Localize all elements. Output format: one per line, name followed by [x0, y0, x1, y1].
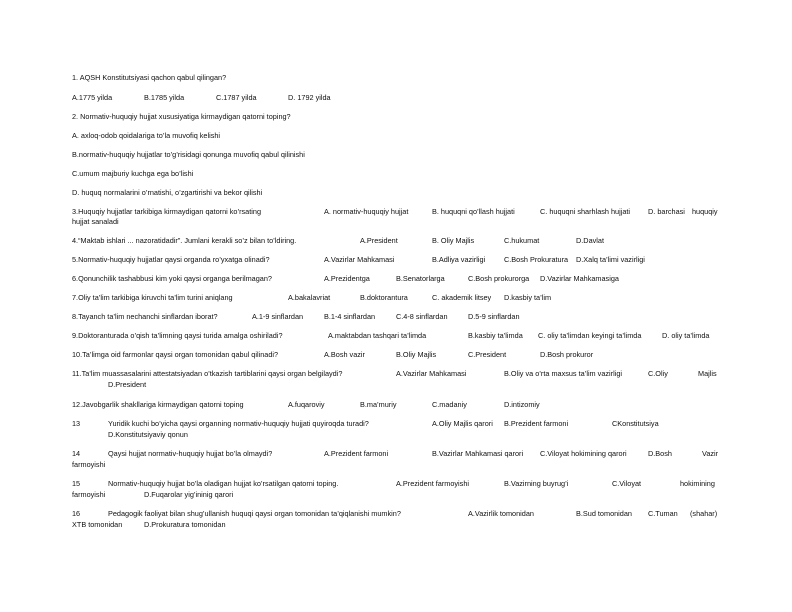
option-a: A.Bosh vazir [324, 350, 365, 359]
option-c: C.Viloyat hokimining qarori [540, 449, 627, 458]
option-d: D.kasbiy ta’lim [504, 293, 552, 302]
option-b: B.Vazirlar Mahkamasi qarori [432, 449, 524, 458]
option-c: C.madaniy [432, 400, 467, 409]
option-b: B. Oliy Majlis [432, 236, 475, 245]
option-c: C. huquqni sharhlash hujjati [540, 207, 631, 216]
option-a: A.President [360, 236, 398, 245]
option-b: B. huquqni qo’llash hujjati [432, 207, 515, 216]
option-a: A.Prezident farmoyishi [396, 479, 469, 488]
question-text: Pedagogik faoliyat bilan shug’ullanish huquqi qaysi organ tomonidan ta’qiqlanishi mumkin? [108, 509, 401, 518]
option-a: A.Prezidentga [324, 274, 370, 283]
option-c: C.Bosh Prokuratura [504, 255, 569, 264]
option-d: D. 1792 yilda [288, 93, 331, 102]
option-b: B.Vazirning buyrug’i [504, 479, 569, 488]
option-b: B.Oliy Majlis [396, 350, 437, 359]
option-c: C.Oliy [648, 369, 668, 378]
question-text: Normativ-huquqiy hujjat bo’la oladigan hujjat ko’rsatilgan qatorni toping. [108, 479, 339, 488]
question-text: Qaysi hujjat normativ-huquqiy hujjat bo’la olmaydi? [108, 449, 273, 458]
question-number: 14 [72, 449, 81, 458]
option-a: A.maktabdan tashqari ta’limda [328, 331, 427, 340]
option-a: A.1-9 sinflardan [252, 312, 304, 321]
option-b: B.1785 yilda [144, 93, 185, 102]
option-a: A. axloq-odob qoidalariga to’la muvofiq kelishi [72, 131, 221, 140]
option-b: B.1-4 sinflardan [324, 312, 376, 321]
option-a: A.Vazirlik tomonidan [468, 509, 534, 518]
question-text: Yuridik kuchi bo’yicha qaysi organning normativ-huquqiy hujjati quyiroqda turadi? [108, 419, 369, 428]
question-number: 13 [72, 419, 81, 428]
option-d: D. oliy ta’limda [662, 331, 710, 340]
option-d-cont: Vazir [702, 449, 719, 458]
option-c: C.Viloyat [612, 479, 642, 488]
option-a: A.bakalavriat [288, 293, 331, 302]
question-text: 10.Ta’limga oid farmonlar qaysi organ tomonidan qabul qilinadi? [72, 350, 279, 359]
question-text: 4.“Maktab ishlari ... nazoratidadir”. Jumlani kerakli so’z bilan to’ldiring. [72, 236, 297, 245]
option-b: B.Senatorlarga [396, 274, 445, 283]
option-c-cont: hokimining [680, 479, 715, 488]
continuation-text: farmoyishi [72, 490, 106, 499]
option-c: C. oliy ta’limdan keyingi ta’limda [538, 331, 642, 340]
option-c: C.President [468, 350, 507, 359]
option-c: C.1787 yilda [216, 93, 257, 102]
option-b: B.Oliy va o’rta maxsus ta’lim vazirligi [504, 369, 622, 378]
question-text: 12.Javobgarlik shakllariga kirmaydigan qatorni toping [72, 400, 244, 409]
option-a: A.1775 yilda [72, 93, 113, 102]
question-text: 9.Doktoranturada o’qish ta’limning qaysi turida amalga oshiriladi? [72, 331, 283, 340]
option-b: B.Adliya vazirligi [432, 255, 486, 264]
option-a: A. normativ-huquqiy hujjat [324, 207, 409, 216]
option-c: C.4-8 sinflardan [396, 312, 448, 321]
option-d: D. barchasi [648, 207, 685, 216]
option-a: A.Vazirlar Mahkamasi [396, 369, 467, 378]
question-text: 1. AQSH Konstitutsiyasi qachon qabul qilingan? [72, 73, 227, 82]
option-d: D.Bosh prokuror [540, 350, 594, 359]
option-d: D.Prokuratura tomonidan [144, 520, 226, 529]
question-text: 5.Normativ-huquqiy hujjatlar qaysi organda ro’yxatga olinadi? [72, 255, 270, 264]
option-d: D.Fuqarolar yig’ininig qarori [144, 490, 234, 499]
option-c: C.umum majburiy kuchga ega bo’lishi [72, 169, 194, 178]
option-a: A.Vazirlar Mahkamasi [324, 255, 395, 264]
option-d-cont: huquqiy [692, 207, 718, 216]
question-text: 8.Tayanch ta’lim nechanchi sinflardan iborat? [72, 312, 218, 321]
option-c: CKonstitutsiya [612, 419, 659, 428]
question-number: 16 [72, 509, 81, 518]
option-c: C.Tuman [648, 509, 678, 518]
option-b: B.kasbiy ta’limda [468, 331, 523, 340]
option-c-cont: (shahar) [690, 509, 718, 518]
option-d: D.Davlat [576, 236, 604, 245]
option-d: D.Xalq ta’limi vazirligi [576, 255, 645, 264]
option-b: B.Sud tomonidan [576, 509, 632, 518]
continuation-text: hujjat sanaladi [72, 217, 119, 226]
option-c: C.Bosh prokurorga [468, 274, 530, 283]
question-text: 7.Oliy ta’lim tarkibiga kiruvchi ta’lim turini aniqlang [72, 293, 233, 302]
question-text: 2. Normativ-huquqiy hujjat xususiyatiga kirmaydigan qatorni toping? [72, 112, 291, 121]
option-b: B.normativ-huquqiy hujjatlar to’g’risidagi qonunga muvofiq qabul qilinishi [72, 150, 305, 159]
option-d: D. huquq normalarini o’rnatishi, o’zgartirishi va bekor qilishi [72, 188, 263, 197]
option-a: A.Oliy Majlis qarori [432, 419, 493, 428]
option-d: D.5-9 sinflardan [468, 312, 520, 321]
question-text: 6.Qonunchilik tashabbusi kim yoki qaysi organga berilmagan? [72, 274, 272, 283]
option-d: D.Vazirlar Mahkamasiga [540, 274, 619, 283]
option-d: D.intizomiy [504, 400, 540, 409]
option-c-cont: Majlis [698, 369, 717, 378]
option-b: B.doktorantura [360, 293, 408, 302]
question-text: 11.Ta’lim muassasalarini attestatsiyadan o’tkazish tartiblarini qaysi organ belgilaydi? [72, 369, 343, 378]
option-d: D.Bosh [648, 449, 672, 458]
option-c: C. akademik litsey [432, 293, 492, 302]
option-a: A.fuqaroviy [288, 400, 325, 409]
option-c: C.hukumat [504, 236, 540, 245]
option-d: D.Konstitutsiyaviy qonun [108, 430, 188, 439]
continuation-text: XTB tomonidan [72, 520, 123, 529]
question-text: 3.Huquqiy hujjatlar tarkibiga kirmaydigan qatorni ko’rsating [72, 207, 262, 216]
question-number: 15 [72, 479, 81, 488]
option-a: A.Prezident farmoni [324, 449, 389, 458]
option-d: D.President [108, 380, 147, 389]
option-b: B.Prezident farmoni [504, 419, 569, 428]
option-b: B.ma’muriy [360, 400, 397, 409]
continuation-text: farmoyishi [72, 460, 106, 469]
